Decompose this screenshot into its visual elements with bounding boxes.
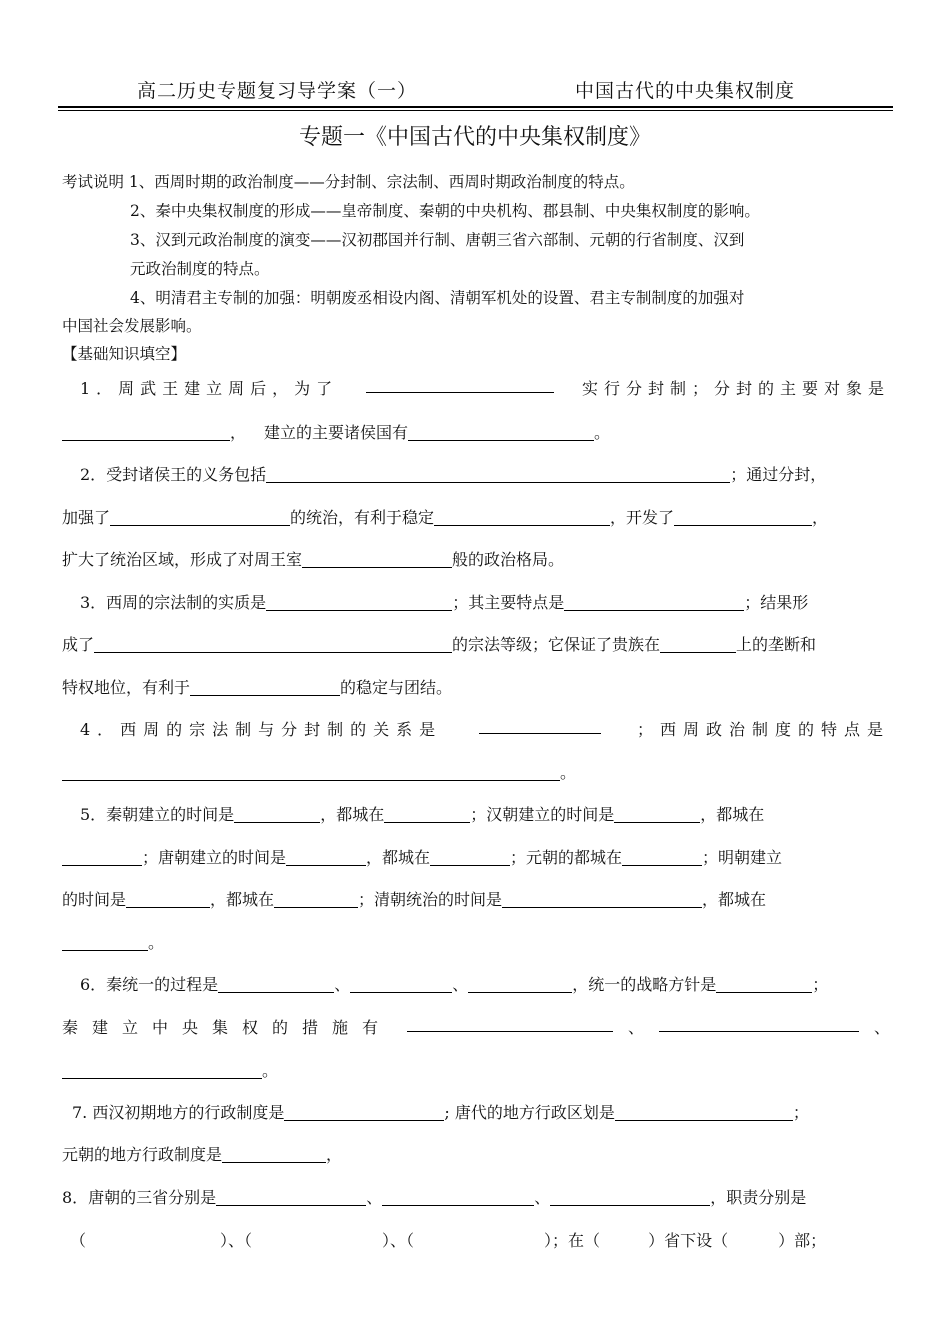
q5-text-b: ，都城在 [320,805,385,824]
q6-blank-2[interactable] [350,976,452,993]
question-8-line-1 [62,1185,890,1208]
question-6-line-3 [62,1058,890,1081]
exam-line-1: 考试说明 1、西周时期的政治制度——分封制、宗法制、西周时期政治制度的特点。 [62,173,635,191]
q4-blank-2[interactable] [62,764,560,781]
question-3-line-3 [62,675,890,698]
question-3-line-2 [62,632,890,655]
q3-text-b: ；其主要特点是 [452,593,565,612]
q5-blank-7[interactable] [622,849,702,866]
q3-blank-5[interactable] [190,679,340,696]
q5-text-h: ；明朝建立 [702,848,783,867]
question-6-line-2 [62,1015,890,1038]
q5-text-m: 。 [148,933,165,952]
exam-line-5: 4、明清君主专制的加强：明朝废丞相设内阁、清朝军机处的设置、君主专制制度的加强对 [130,289,745,307]
q5-text-e: ；唐朝建立的时间是 [142,848,287,867]
q2-text-d: 的统治，有利于稳定 [290,508,435,527]
q1-text-d: 建立的主要诸侯国有 [264,423,409,442]
q8-text-i: ）省下设（ [648,1231,729,1250]
q5-text-d: ，都城在 [700,805,765,824]
section-heading: 【基础知识填空】 [62,345,187,363]
q8-text-e: （ [70,1231,87,1250]
q5-text-f: ，都城在 [366,848,431,867]
q3-text-a: 3．西周的宗法制的实质是 [80,593,267,612]
q8-text-d: ，职责分别是 [710,1188,807,1207]
q7-text-b: ; 唐代的地方行政区划是 [444,1103,615,1122]
q5-text-a: 5．秦朝建立的时间是 [80,805,235,824]
q6-blank-5[interactable] [407,1015,613,1032]
q5-text-k: ；清朝统治的时间是 [358,890,503,909]
q3-text-f: 上的垄断和 [736,635,817,654]
question-7-line-2 [62,1142,890,1165]
q5-blank-11[interactable] [62,934,148,951]
q6-text-a: 6．秦统一的过程是 [80,975,219,994]
q4-text-a: 4．西周的宗法制与分封制的关系是 [80,720,443,739]
q6-text-e: ； [812,975,829,994]
question-5-line-3 [62,887,890,910]
q4-blank-1[interactable] [479,717,601,734]
q2-blank-2[interactable] [110,509,290,526]
q3-text-d: 成了 [62,635,95,654]
q2-blank-4[interactable] [674,509,812,526]
q6-text-g: 、 [627,1018,644,1037]
q8-blank-3[interactable] [550,1189,710,1206]
q3-text-c: ；结果形 [744,593,809,612]
exam-line-3: 3、汉到元政治制度的演变——汉初郡国并行制、唐朝三省六部制、元朝的行省制度、汉到 [130,231,745,249]
q7-text-d: 元朝的地方行政制度是 [62,1145,223,1164]
q3-blank-2[interactable] [564,594,744,611]
q1-blank-2[interactable] [62,424,230,441]
q6-blank-6[interactable] [659,1015,859,1032]
q7-blank-1[interactable] [284,1104,444,1121]
question-4-line-1 [62,717,890,740]
q6-text-f: 秦建立中央集权的措施有 [62,1018,393,1037]
q2-text-f: ， [812,508,829,527]
q2-text-h: 般的政治格局。 [452,550,565,569]
q8-text-c: 、 [534,1188,551,1207]
header-rule [58,106,893,108]
q5-blank-2[interactable] [384,806,470,823]
question-7-line-1 [62,1100,890,1123]
q2-text-g: 扩大了统治区域，形成了对周王室 [62,550,303,569]
q6-text-b: 、 [334,975,351,994]
q8-blank-1[interactable] [216,1189,366,1206]
q6-text-c: 、 [452,975,469,994]
q5-blank-8[interactable] [126,891,210,908]
exam-line-4: 元政治制度的特点。 [130,260,270,278]
q2-text-e: ，开发了 [610,508,675,527]
q2-blank-3[interactable] [434,509,610,526]
q1-text-c: ， [230,423,247,442]
q8-text-a: 8．唐朝的三省分别是 [62,1188,217,1207]
q6-blank-3[interactable] [468,976,572,993]
q7-blank-3[interactable] [222,1146,326,1163]
q4-text-c: 。 [560,763,577,782]
q2-text-b: ；通过分封， [730,465,827,484]
q6-blank-7[interactable] [62,1062,262,1079]
q3-text-g: 特权地位，有利于 [62,678,191,697]
header-left: 高二历史专题复习导学案（一） [137,80,418,102]
q1-text-a: 1．周武王建立周后，为了 [80,379,339,398]
q6-text-d: ，统一的战略方针是 [572,975,717,994]
q4-text-b: ；西周政治制度的特点是 [636,720,890,739]
q2-blank-5[interactable] [302,551,452,568]
q3-text-h: 的稳定与团结。 [340,678,453,697]
question-8-line-2 [62,1228,890,1251]
q5-blank-9[interactable] [274,891,358,908]
q8-text-g: ）、（ [382,1231,415,1250]
exam-line-6: 中国社会发展影响。 [62,317,202,335]
q5-blank-5[interactable] [286,849,366,866]
page-title: 专题一《中国古代的中央集权制度》 [298,125,651,150]
header-rule-thin [58,110,893,111]
question-5-line-4 [62,930,890,953]
q5-text-i: 的时间是 [62,890,127,909]
q5-text-j: ，都城在 [210,890,275,909]
question-2-line-3 [62,547,890,570]
q1-blank-1[interactable] [366,376,554,393]
q6-blank-1[interactable] [218,976,334,993]
q5-blank-3[interactable] [614,806,700,823]
q7-blank-2[interactable] [615,1104,793,1121]
q5-text-c: ；汉朝建立的时间是 [470,805,615,824]
header-right: 中国古代的中央集权制度 [575,80,796,102]
q6-blank-4[interactable] [716,976,812,993]
question-1-line-2 [62,420,890,443]
question-5-line-2 [62,845,890,868]
q5-blank-1[interactable] [234,806,320,823]
q1-blank-3[interactable] [408,424,594,441]
question-3-line-1 [62,590,890,613]
q5-blank-10[interactable] [502,891,702,908]
question-4-line-2 [62,760,890,783]
question-5-line-1 [62,802,890,825]
q5-text-l: ，都城在 [702,890,767,909]
q2-text-c: 加强了 [62,508,111,527]
q3-blank-3[interactable] [94,636,452,653]
q1-text-e: 。 [594,423,611,442]
q3-blank-4[interactable] [660,636,736,653]
question-2-line-2 [62,505,890,528]
q7-text-a: 7. 西汉初期地方的行政制度是 [72,1103,285,1122]
q5-blank-4[interactable] [62,849,142,866]
q6-text-i: 。 [262,1061,279,1080]
q8-text-b: 、 [366,1188,383,1207]
q3-text-e: 的宗法等级；它保证了贵族在 [452,635,661,654]
question-1-line-1 [62,376,890,399]
exam-line-2: 2、秦中央集权制度的形成——皇帝制度、秦朝的中央机构、郡县制、中央集权制度的影响。 [130,202,760,220]
q3-blank-1[interactable] [266,594,452,611]
q8-text-h: ）；在（ [544,1231,601,1250]
q6-text-h: 、 [873,1018,890,1037]
question-6-line-1 [62,972,890,995]
q5-blank-6[interactable] [430,849,510,866]
q8-blank-2[interactable] [382,1189,534,1206]
q8-text-f: ）、（ [220,1231,253,1250]
q1-text-b: 实行分封制；分封的主要对象是 [581,379,890,398]
q5-text-g: ；元朝的都城在 [510,848,623,867]
q7-text-c: ； [792,1103,809,1122]
q8-text-j: ）部； [778,1231,827,1250]
question-2-line-1 [62,462,890,485]
q2-text-a: 2．受封诸侯王的义务包括 [80,465,267,484]
q2-blank-1[interactable] [266,466,730,483]
q7-text-e: ， [326,1145,343,1164]
